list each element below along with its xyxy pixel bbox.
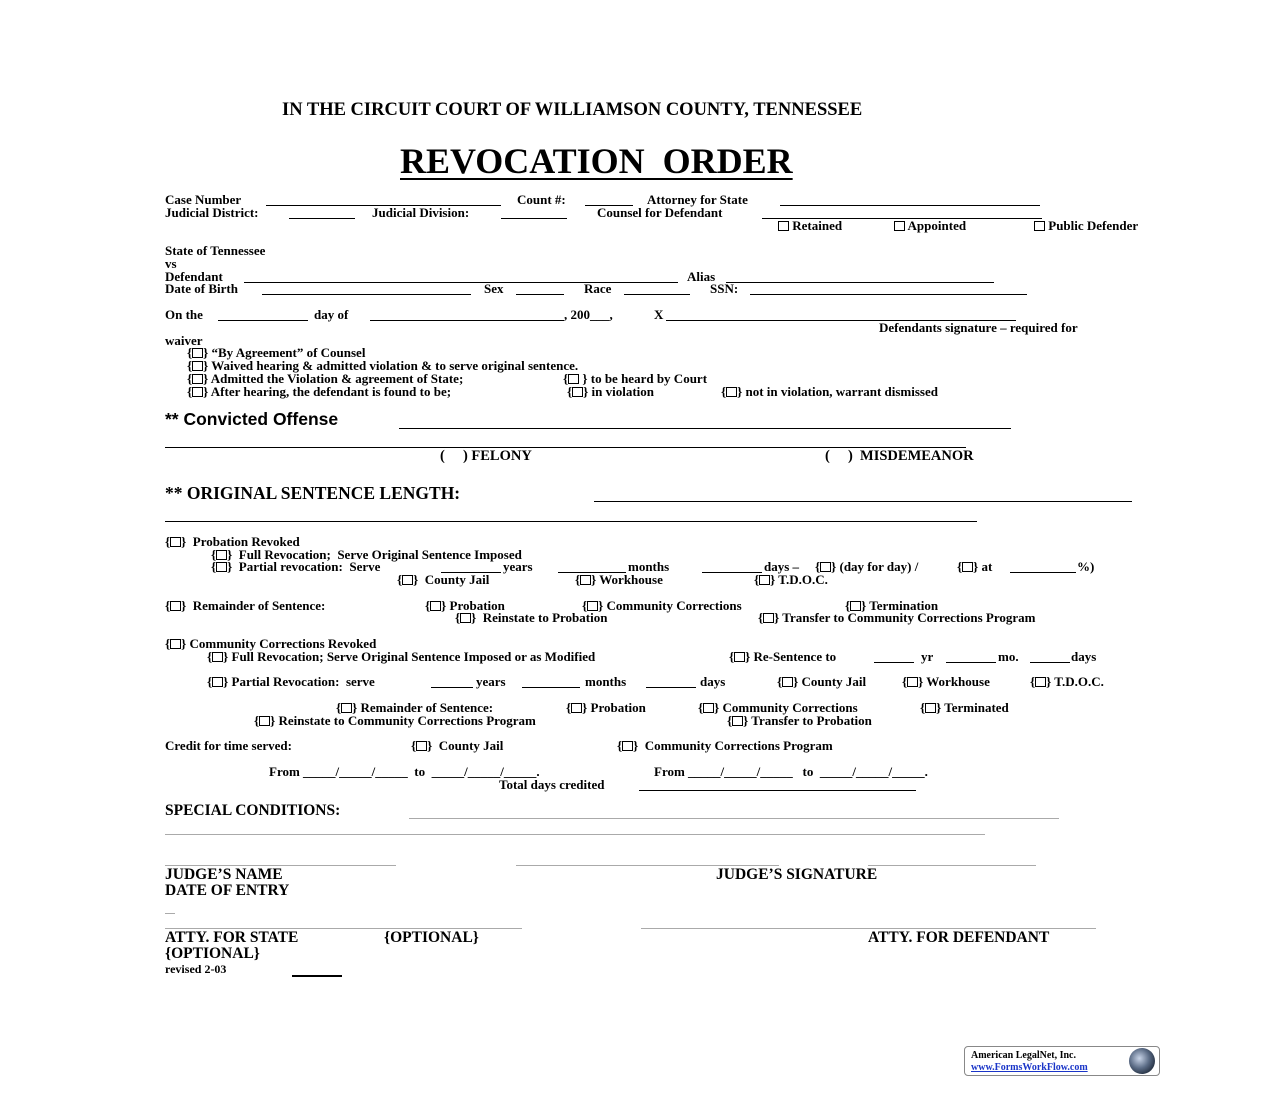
by-agreement-label: “By Agreement” of Counsel <box>211 345 366 360</box>
probation-days-label: days – <box>764 559 800 574</box>
cc-probation-label: Probation <box>590 700 646 715</box>
at-percent-option[interactable]: { } at <box>957 559 993 574</box>
reinstate-cc-checkbox[interactable] <box>259 716 270 726</box>
resentence-yr-line[interactable] <box>874 662 914 663</box>
at-label: at <box>981 559 993 574</box>
cc-days-line[interactable] <box>646 687 696 688</box>
waived-hearing-checkbox[interactable] <box>192 361 203 371</box>
judges-name-label: JUDGE’S NAME <box>165 866 283 883</box>
cc-full-checkbox[interactable] <box>212 652 223 662</box>
defendant-line[interactable] <box>244 282 678 283</box>
reinstate-cc-label: Reinstate to Community Corrections Program <box>278 713 536 728</box>
date-of-entry-line[interactable] <box>165 913 175 914</box>
remainder-label: Remainder of Sentence: <box>192 598 326 613</box>
alias-label: Alias <box>687 269 716 284</box>
cc-months-label: months <box>585 674 627 689</box>
probation-revoked-option[interactable]: { } Probation Revoked <box>165 534 300 549</box>
cc-partial-option[interactable]: { } Partial Revocation: serve <box>207 674 375 689</box>
race-label: Race <box>584 281 612 296</box>
optional-1-label: {OPTIONAL} <box>384 929 479 946</box>
day-for-day-label: (day for day) / <box>839 559 919 574</box>
at-percent-checkbox[interactable] <box>962 562 973 572</box>
cc-months-line[interactable] <box>522 687 580 688</box>
percent-label: %) <box>1077 559 1095 574</box>
probation-county-jail-option[interactable]: { } County Jail <box>397 572 490 587</box>
cc-full-label: Full Revocation; Serve Original Sentence Imposed or as Modified <box>231 649 596 664</box>
credit-county-jail-checkbox[interactable] <box>416 741 427 751</box>
after-hearing-checkbox[interactable] <box>192 387 203 397</box>
percent-line[interactable] <box>1010 572 1076 573</box>
reinstate-probation-label: Reinstate to Probation <box>482 610 608 625</box>
public-defender-checkbox[interactable] <box>1034 221 1045 231</box>
by-agreement-option[interactable]: { } “By Agreement” of Counsel <box>187 345 366 360</box>
form-title: REVOCATION ORDER <box>400 141 793 181</box>
cc-full-option[interactable]: { } Full Revocation; Serve Original Sentence Imposed or as Modified <box>207 649 596 664</box>
probation-months-label: months <box>628 559 670 574</box>
total-days-label: Total days credited <box>499 777 605 792</box>
not-in-violation-option[interactable]: { } not in violation, warrant dismissed <box>721 384 938 399</box>
appointed-checkbox[interactable] <box>894 221 905 231</box>
remainder-probation-checkbox[interactable] <box>430 601 441 611</box>
termination-option[interactable]: { } Termination <box>845 598 939 613</box>
after-hearing-option[interactable]: { } After hearing, the defendant is found to be; <box>187 384 452 399</box>
cc-years-label: years <box>476 674 506 689</box>
to-be-heard-option[interactable]: { } to be heard by Court <box>563 371 708 386</box>
cc-partial-checkbox[interactable] <box>212 677 223 687</box>
year-label: , 200___, <box>564 307 613 322</box>
cc-workhouse-option[interactable]: { } Workhouse <box>902 674 990 689</box>
probation-years-label: years <box>503 559 533 574</box>
in-violation-label: in violation <box>591 384 654 399</box>
waived-hearing-label: Waived hearing & admitted violation & to serve original sentence. <box>211 358 579 373</box>
resentence-option[interactable]: { } Re-Sentence to <box>729 649 837 664</box>
cc-workhouse-checkbox[interactable] <box>907 677 918 687</box>
resentence-mo-line[interactable] <box>946 662 996 663</box>
probation-revoked-label: Probation Revoked <box>192 534 300 549</box>
remainder-probation-label: Probation <box>449 598 505 613</box>
retained-label: Retained <box>792 218 843 233</box>
transfer-probation-label: Transfer to Probation <box>751 713 872 728</box>
reinstate-cc-option[interactable]: { } Reinstate to Community Corrections Program <box>254 713 536 728</box>
day-for-day-checkbox[interactable] <box>820 562 831 572</box>
state-label: State of Tennessee <box>165 243 266 258</box>
transfer-probation-checkbox[interactable] <box>732 716 743 726</box>
original-sentence-line[interactable] <box>594 501 1132 502</box>
court-heading: IN THE CIRCUIT COURT OF WILLIAMSON COUNTY, TENNESSEE <box>282 100 863 120</box>
resentence-days-line[interactable] <box>1030 662 1070 663</box>
probation-partial-option[interactable]: { } Partial revocation: Serve <box>211 559 381 574</box>
sex-label: Sex <box>484 281 504 296</box>
day-of-label: day of <box>314 307 349 322</box>
after-hearing-label: After hearing, the defendant is found to be; <box>210 384 452 399</box>
dob-label: Date of Birth <box>165 281 238 296</box>
remainder-probation-option[interactable]: { } Probation <box>425 598 505 613</box>
dob-line[interactable] <box>262 294 471 295</box>
retained-checkbox[interactable] <box>778 221 789 231</box>
special-conditions-line[interactable] <box>409 818 1059 819</box>
termination-label: Termination <box>869 598 939 613</box>
cc-terminated-label: Terminated <box>944 700 1009 715</box>
total-days-line[interactable] <box>639 790 916 791</box>
public-defender-option[interactable] <box>1034 219 1138 232</box>
cc-community-option[interactable]: { } Community Corrections <box>698 700 858 715</box>
convicted-offense-label: ** Convicted Offense <box>165 409 339 429</box>
credit-cc-option[interactable]: { } Community Corrections Program <box>617 738 833 753</box>
judicial-district-label: Judicial District: <box>165 205 259 220</box>
probation-workhouse-label: Workhouse <box>599 572 663 587</box>
cc-remainder-option[interactable]: { } Remainder of Sentence: <box>336 700 494 715</box>
month-line[interactable] <box>370 320 564 321</box>
judicial-division-line[interactable] <box>501 218 567 219</box>
attorney-for-state-line[interactable] <box>780 205 1040 206</box>
credit-cc-checkbox[interactable] <box>622 741 633 751</box>
reinstate-probation-checkbox[interactable] <box>460 613 471 623</box>
retained-option[interactable] <box>778 219 842 232</box>
probation-tdoc-option[interactable]: { } T.D.O.C. <box>754 572 828 587</box>
x-mark: X <box>654 307 664 322</box>
on-the-label: On the <box>165 307 203 322</box>
cc-revoked-checkbox[interactable] <box>170 639 181 649</box>
probation-partial-label: Partial revocation: Serve <box>238 559 381 574</box>
cc-workhouse-label: Workhouse <box>926 674 990 689</box>
credit-cc-label: Community Corrections Program <box>644 738 833 753</box>
in-violation-option[interactable]: { } in violation <box>567 384 654 399</box>
optional-2-label: {OPTIONAL} <box>165 945 260 962</box>
probation-full-option[interactable]: { } Full Revocation; Serve Original Sentence Imposed <box>211 547 522 562</box>
cc-tdoc-label: T.D.O.C. <box>1054 674 1104 689</box>
revised-label: revised 2-03 <box>165 962 227 976</box>
credit-label: Credit for time served: <box>165 738 292 753</box>
cc-revoked-label: Community Corrections Revoked <box>189 636 377 651</box>
cc-partial-label: Partial Revocation: serve <box>231 674 375 689</box>
not-in-violation-label: not in violation, warrant dismissed <box>745 384 938 399</box>
vs-label: vs <box>165 256 177 271</box>
credit-county-jail-option[interactable]: { } County Jail <box>411 738 504 753</box>
waived-hearing-option[interactable]: { } Waived hearing & admitted violation & to serve original sentence. <box>187 358 579 373</box>
date-of-entry-label: DATE OF ENTRY <box>165 882 290 899</box>
probation-workhouse-option[interactable]: { } Workhouse <box>575 572 663 587</box>
appointed-option[interactable] <box>894 219 966 232</box>
american-legalnet-logo[interactable] <box>964 1046 1160 1076</box>
special-conditions-label: SPECIAL CONDITIONS: <box>165 802 341 819</box>
globe-icon <box>1129 1048 1155 1074</box>
signature-note: Defendants signature – required for <box>879 320 1078 335</box>
alias-line[interactable] <box>726 282 994 283</box>
cc-probation-option[interactable]: { } Probation <box>566 700 646 715</box>
cc-county-jail-checkbox[interactable] <box>782 677 793 687</box>
remainder-cc-option[interactable]: { } Community Corrections <box>582 598 742 613</box>
cc-tdoc-checkbox[interactable] <box>1035 677 1046 687</box>
cc-remainder-checkbox[interactable] <box>341 703 352 713</box>
resentence-yr-label: yr <box>921 649 934 664</box>
waiver-label: waiver <box>165 333 203 348</box>
not-in-violation-checkbox[interactable] <box>726 387 737 397</box>
cc-days-label: days <box>700 674 726 689</box>
remainder-option[interactable]: { } Remainder of Sentence: <box>165 598 326 613</box>
day-for-day-option[interactable]: { } (day for day) / <box>815 559 919 574</box>
to-be-heard-checkbox[interactable] <box>568 374 579 384</box>
logo-name: American LegalNet, Inc. <box>971 1050 1076 1061</box>
counsel-for-defendant-label: Counsel for Defendant <box>597 205 723 220</box>
admitted-option[interactable]: { } Admitted the Violation & agreement of State; <box>187 371 464 386</box>
cc-revoked-option[interactable]: { } Community Corrections Revoked <box>165 636 377 651</box>
probation-county-jail-checkbox[interactable] <box>402 575 413 585</box>
probation-full-label: Full Revocation; Serve Original Sentence Imposed <box>238 547 522 562</box>
sex-line[interactable] <box>516 294 564 295</box>
resentence-mo-label: mo. <box>998 649 1019 664</box>
special-conditions-line-2[interactable] <box>165 834 985 835</box>
credit-dates-1[interactable]: From _____/_____/_____ to _____/_____/_____. <box>269 764 540 779</box>
case-number-label: Case Number <box>165 192 242 207</box>
probation-revoked-checkbox[interactable] <box>170 537 181 547</box>
probation-partial-checkbox[interactable] <box>216 562 227 572</box>
felony-option[interactable]: ( ) FELONY <box>440 448 532 464</box>
ssn-line[interactable] <box>750 294 1027 295</box>
cc-terminated-checkbox[interactable] <box>925 703 936 713</box>
cc-county-jail-label: County Jail <box>801 674 867 689</box>
revised-underline <box>292 975 342 977</box>
race-line[interactable] <box>624 294 690 295</box>
probation-days-line[interactable] <box>702 572 762 573</box>
logo-url-link[interactable]: www.FormsWorkFlow.com <box>971 1062 1088 1073</box>
judicial-division-label: Judicial Division: <box>372 205 470 220</box>
date-line[interactable] <box>868 865 1036 866</box>
transfer-cc-option[interactable]: { } Transfer to Community Corrections Program <box>758 610 1036 625</box>
admitted-label: Admitted the Violation & agreement of State; <box>210 371 464 386</box>
original-sentence-line-2[interactable] <box>165 521 977 522</box>
judges-signature-label: JUDGE’S SIGNATURE <box>716 866 878 883</box>
credit-dates-2[interactable]: From _____/_____/_____ to _____/_____/_____. <box>654 764 928 779</box>
cc-remainder-label: Remainder of Sentence: <box>360 700 494 715</box>
probation-tdoc-label: T.D.O.C. <box>778 572 828 587</box>
count-label: Count #: <box>517 192 566 207</box>
cc-community-label: Community Corrections <box>722 700 858 715</box>
resentence-checkbox[interactable] <box>734 652 745 662</box>
probation-workhouse-checkbox[interactable] <box>580 575 591 585</box>
cc-community-checkbox[interactable] <box>703 703 714 713</box>
transfer-probation-option[interactable]: { } Transfer to Probation <box>727 713 872 728</box>
atty-defendant-label: ATTY. FOR DEFENDANT <box>868 929 1050 946</box>
remainder-cc-label: Community Corrections <box>606 598 742 613</box>
resentence-days-label: days <box>1071 649 1097 664</box>
defendant-label: Defendant <box>165 269 223 284</box>
public-defender-label: Public Defender <box>1048 218 1139 233</box>
by-agreement-checkbox[interactable] <box>192 348 203 358</box>
cc-county-jail-option[interactable]: { } County Jail <box>777 674 867 689</box>
in-violation-checkbox[interactable] <box>572 387 583 397</box>
appointed-label: Appointed <box>907 218 967 233</box>
cc-terminated-option[interactable]: { } Terminated <box>920 700 1009 715</box>
misdemeanor-option[interactable]: ( ) MISDEMEANOR <box>825 448 974 464</box>
probation-tdoc-checkbox[interactable] <box>759 575 770 585</box>
admitted-checkbox[interactable] <box>192 374 203 384</box>
cc-probation-checkbox[interactable] <box>571 703 582 713</box>
remainder-checkbox[interactable] <box>170 601 181 611</box>
atty-state-label: ATTY. FOR STATE <box>165 929 299 946</box>
transfer-cc-checkbox[interactable] <box>763 613 774 623</box>
credit-county-jail-label: County Jail <box>438 738 504 753</box>
ssn-label: SSN: <box>710 281 739 296</box>
cc-tdoc-option[interactable]: { } T.D.O.C. <box>1030 674 1104 689</box>
original-sentence-label: ** ORIGINAL SENTENCE LENGTH: <box>165 483 461 503</box>
attorney-for-state-label: Attorney for State <box>647 192 748 207</box>
to-be-heard-label: to be heard by Court <box>590 371 708 386</box>
convicted-offense-line[interactable] <box>399 428 1011 429</box>
reinstate-probation-option[interactable]: { } Reinstate to Probation <box>455 610 608 625</box>
transfer-cc-label: Transfer to Community Corrections Program <box>782 610 1036 625</box>
probation-full-checkbox[interactable] <box>216 550 227 560</box>
resentence-label: Re-Sentence to <box>753 649 837 664</box>
judicial-district-line[interactable] <box>289 218 355 219</box>
day-line[interactable] <box>218 320 308 321</box>
cc-years-line[interactable] <box>431 687 473 688</box>
probation-county-jail-label: County Jail <box>424 572 490 587</box>
